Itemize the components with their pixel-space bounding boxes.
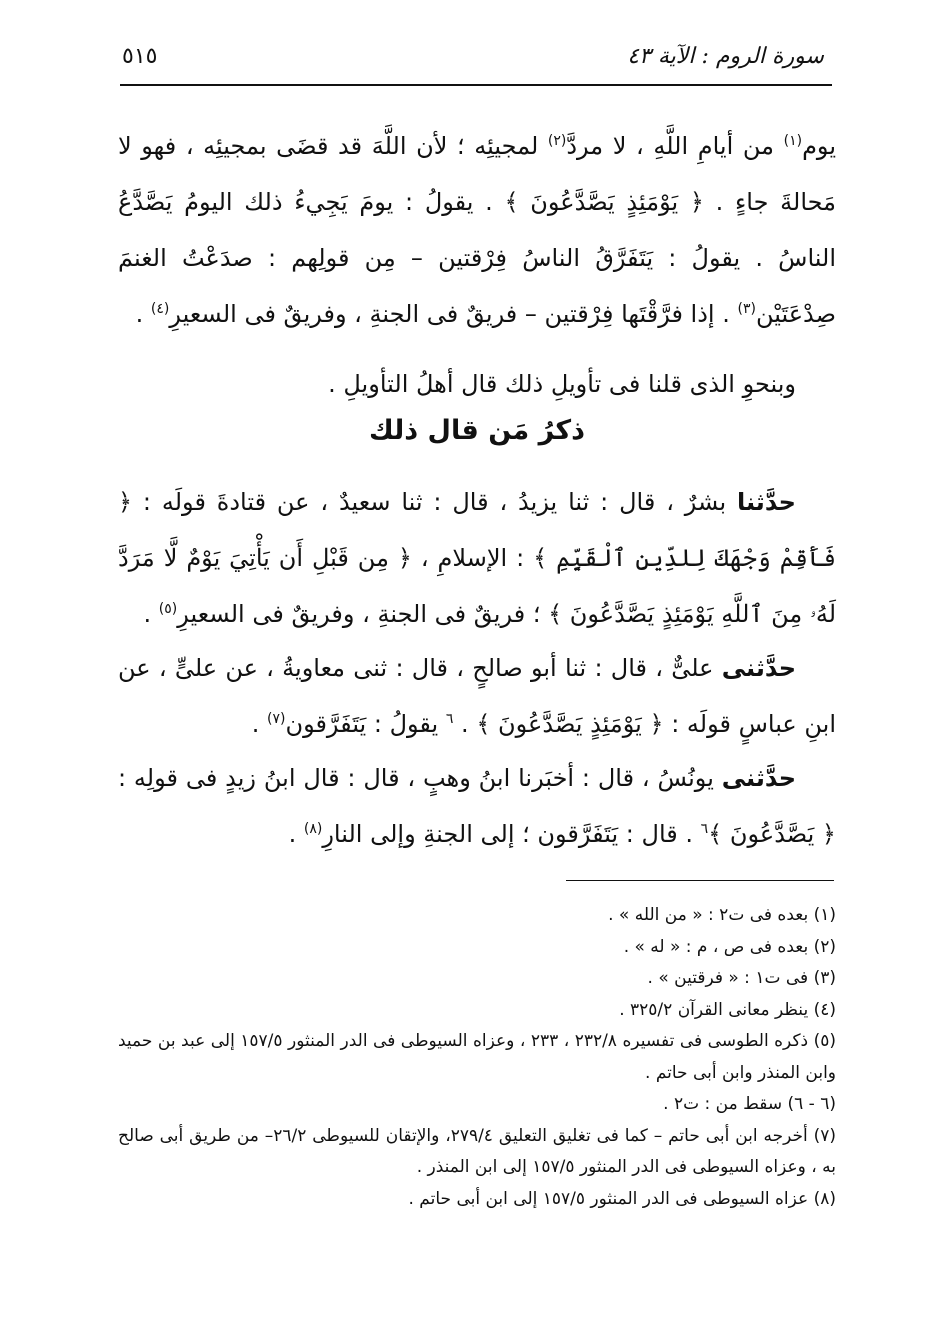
footnote-8: (٨) عزاه السيوطى فى الدر المنثور ١٥٧/٥ إلى ابن أبى حاتم . (408, 1188, 836, 1209)
quran-quote: ﴿ يَوْمَئِذٍ يَصَّدَّعُونَ ﴾ (476, 710, 664, 738)
narration-lead: حدَّثنى (721, 764, 796, 792)
page-header (120, 40, 832, 86)
quran-quote: ﴿ يَصَّدَّعُونَ ﴾ (708, 820, 836, 848)
footnote-4: (٤) ينظر معانى القرآن ٣٢٥/٢ . (619, 999, 836, 1020)
footnote-range-close: ٦ (700, 821, 709, 837)
footnote-rule (566, 880, 834, 881)
intro-paragraph (118, 118, 836, 342)
intro-section (118, 118, 836, 412)
footnote-7: (٧) أخرجه ابن أبى حاتم – كما فى تغليق التعليق ٢٧٩/٤، والإتقان للسيوطى ٢٦/٢– من طريق أبى صالح به ، وعزاه السيوطى فى الدر المنثور ١٥٧/٥ إلى ابن المنذر . (118, 1125, 837, 1177)
footnote-ref: (٨) (303, 821, 323, 837)
page-number: ٥١٥ (122, 44, 158, 69)
text-run: . إذا فرَّقْتَها فِرْقتين – فريقٌ فى الجنةِ ، وفريقٌ فى السعيرِ (169, 300, 730, 328)
text-run: : الإسلامِ ، (420, 544, 525, 572)
footnote-range-open: ٦ (445, 711, 454, 727)
header-rule (120, 84, 832, 86)
text-run: بشرٌ ، قال : ثنا يزيدُ ، قال : ثنا سعيدٌ ، عن قتادةَ قولَه : (142, 488, 727, 516)
text-run: . (135, 300, 144, 328)
narration-1 (118, 474, 836, 642)
narration-lead: حدَّثنى (721, 654, 796, 682)
quran-quote: ﴿ فَأَقِمْ وَجْهَكَ لِلدِّينِ ٱلْقَيِّمِ ﴾ (118, 488, 837, 572)
text-run: علىٌّ ، قال : ثنا أبو صالحٍ ، قال : ثنى معاويةُ ، عن علىٍّ ، عن ابنِ عباسٍ قولَه : (118, 654, 836, 738)
footnote-ref: (٣) (737, 301, 756, 317)
footnote-ref: (٢) (547, 133, 567, 149)
text-run: . قال : يَتَفَرَّقون ؛ إلى الجنةِ وإلى النارِ (322, 820, 693, 848)
footnotes (118, 900, 836, 1215)
text-run: . (453, 710, 469, 738)
footnote-1: (١) بعده فى ت٢ : « من الله » . (608, 905, 836, 925)
footnote-ref: (٧) (266, 711, 286, 727)
footnote-5: (٥) ذكره الطوسى فى تفسيره ٢٣٢/٨ ، ٢٣٣ ، وعزاه السيوطى فى الدر المنثور ١٥٧/٥ إلى عبد بن حميد وابن المنذر وابن أبى حاتم . (118, 1031, 837, 1083)
footnote-6: (٦ - ٦) سقط من : ت٢ . (663, 1094, 836, 1114)
text-run: يوم (802, 132, 836, 160)
text-run: . (143, 600, 152, 628)
narration-3 (118, 750, 836, 862)
intro-paragraph-2: وبنحوِ الذى قلنا فى تأويلِ ذلك قال أهلُ التأويلِ . (328, 370, 796, 398)
quran-quote: ﴿ مِن قَبْلِ أَن يَأْتِيَ يَوْمٌ لَّا مَرَدَّ لَهُۥ مِنَ ٱللَّهِ يَوْمَئِذٍ يَصَّدَّعُونَ ﴾ (118, 544, 836, 628)
text-run: من أيامِ اللَّهِ ، لا مردَّ (566, 132, 774, 160)
narration-paragraph (118, 750, 836, 862)
text-run: يونُسُ ، قال : أخبَرنا ابنُ وهبٍ ، قال : قال ابنُ زيدٍ فى قولِه : (118, 764, 714, 792)
narration-paragraph (118, 640, 836, 752)
text-run: . (251, 710, 260, 738)
text-run: . يقولُ : يومَ يَجِيءُ ذلك اليومُ يَصَّدَّعُ الناسُ . يقولُ : يَتَفَرَّقُ الناسُ فِرْقتين – مِن قولِهم : صدَعْتُ الغنمَ صِدْعَتَيْن (118, 188, 836, 328)
running-title: سورة الروم : الآية ٤٣ (627, 44, 824, 69)
footnote-ref: (٤) (150, 301, 170, 317)
footnote-ref: (١) (783, 133, 803, 149)
text-run: ؛ فريقٌ فى الجنةِ ، وفريقٌ فى السعيرِ (177, 600, 541, 628)
text-run: لمجيئِه ؛ لأن اللَّهَ قد قضَى بمجيئِه ، فهو لا مَحالةَ جاءٍ . (118, 132, 836, 216)
footnote-3: (٣) فى ت١ : « فرقتين » . (647, 968, 836, 988)
narration-lead: حدَّثنا (737, 488, 796, 516)
text-run: يقولُ : يَتَفَرَّقون (285, 710, 439, 738)
footnote-2: (٢) بعده فى ص ، م : « له » . (623, 936, 836, 957)
footnote-ref: (٥) (158, 601, 178, 617)
quran-quote: ﴿ يَوْمَئِذٍ يَصَّدَّعُونَ ﴾ (504, 188, 704, 216)
narration-paragraph (118, 474, 836, 642)
text-run: . (288, 820, 297, 848)
narration-2 (118, 640, 836, 752)
section-heading: ذكرُ مَن قال ذلك (369, 415, 585, 446)
